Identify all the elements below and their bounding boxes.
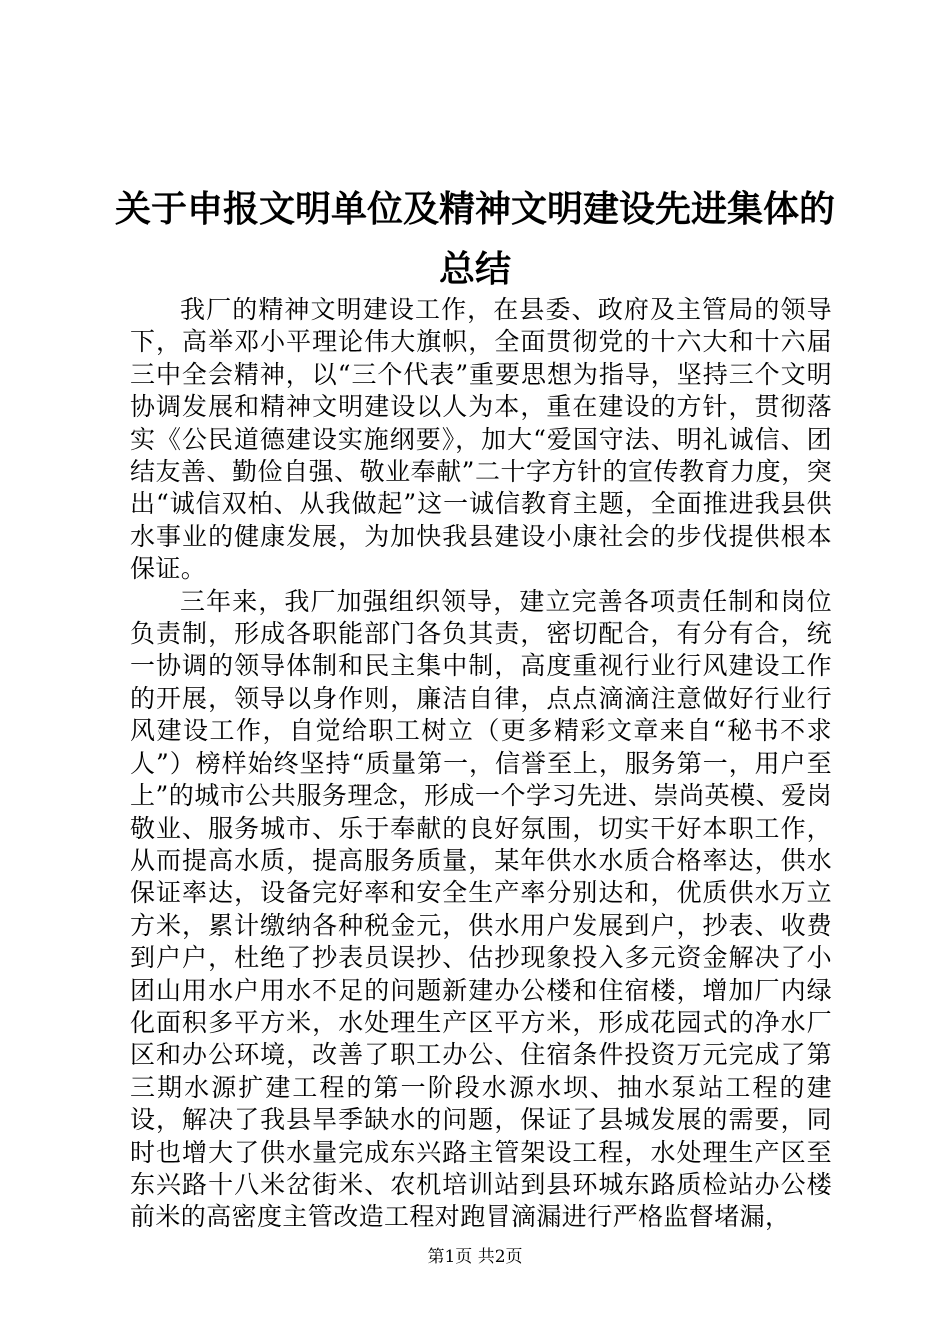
page-number-footer: 第1页 共2页: [427, 1247, 523, 1267]
document-title-line-1: 关于申报文明单位及精神文明建设先进集体的: [114, 189, 835, 230]
document-title-line-2: 总结: [438, 249, 511, 290]
body-paragraph: 三年来，我厂加强组织领导，建立完善各项责任制和岗位负责制，形成各职能部门各负其责，密切配合，有分有合，统一协调的领导体制和民主集中制，高度重视行业行风建设工作的开展，领导以身作则，廉洁自律，点点滴滴注意做好行业行风建设工作，自觉给职工树立（更多精彩文章来自“秘书不求人”）榜样始终坚持“质量第一，信誉至上，服务第一，用户至上”的城市公共服务理念，形成一个学习先进、崇尚英模、爱岗敬业、服务城市、乐于奉献的良好氛围，切实干好本职工作，从而提高水质，提高服务质量，某年供水水质合格率达，供水保证率达，设备完好率和安全生产率分别达和，优质供水万立方米，累计缴纳各种税金元，供水用户发展到户，抄表、收费到户户，杜绝了抄表员误抄、估抄现象投入多元资金解决了小团山用水户用水不足的问题新建办公楼和住宿楼，增加厂内绿化面积多平方米，水处理生产区平方米，形成花园式的净水厂区和办公环境，改善了职工办公、住宿条件投资万元完成了第三期水源扩建工程的第一阶段水源水坝、抽水泵站工程的建设，解决了我县旱季缺水的问题，保证了县城发展的需要，同时也增大了供水量完成东兴路主管架设工程，水处理生产区至东兴路十八米岔街米、农机培训站到县环城东路质检站办公楼前米的高密度主管改造工程对跑冒滴漏进行严格监督堵漏，: [130, 586, 832, 1232]
body-paragraph: 我厂的精神文明建设工作，在县委、政府及主管局的领导下，高举邓小平理论伟大旗帜，全面贯彻党的十六大和十六届三中全会精神，以“三个代表”重要思想为指导，坚持三个文明协调发展和精神文明建设以人为本，重在建设的方针，贯彻落实《公民道德建设实施纲要》，加大“爱国守法、明礼诚信、团结友善、勤俭自强、敬业奉献”二十字方针的宣传教育力度，突出“诚信双柏、从我做起”这一诚信教育主题，全面推进我县供水事业的健康发展，为加快我县建设小康社会的步伐提供根本保证。: [130, 295, 832, 584]
document-body: [130, 294, 832, 1234]
